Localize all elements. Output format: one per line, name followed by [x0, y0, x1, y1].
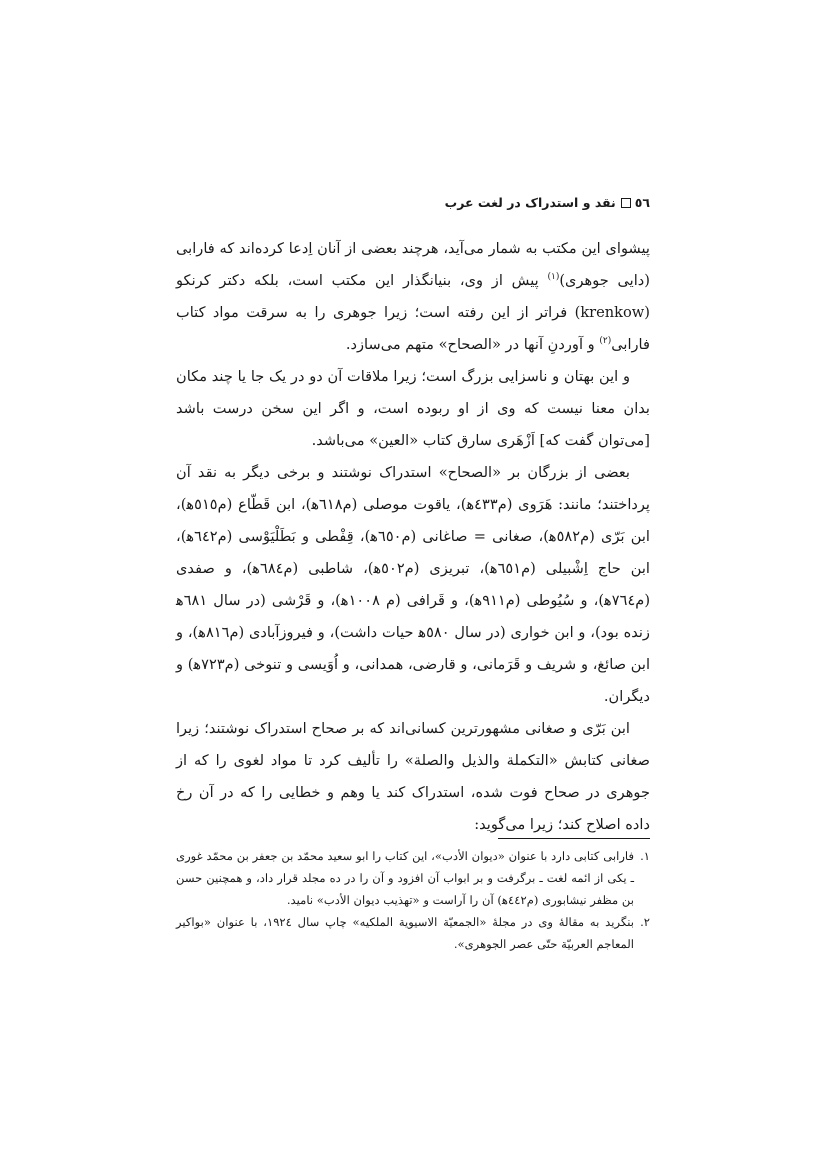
footnote-ref-1: (۱) [547, 272, 560, 283]
footnote-ref-2: (۲) [599, 336, 612, 347]
main-text [176, 233, 650, 841]
footnote-number: ۲. [640, 915, 650, 929]
square-bullet-icon [621, 198, 631, 208]
footnote-text: فارابی کتابی دارد با عنوان «دیوان الأدب»، این کتاب را ابو سعید محمّد بن جعفر بن محمّد غوری ـ یکی از ائمه لغت ـ برگرفت و بر ابواب آن افزود و آن را در ده مجلد قرار داد، و همچنین حسن بن مظفر نیشابوری (م٤٤٢ﻫ) آن را آراست و «تهذیب دیوان الأدب» نامید. [176, 849, 634, 907]
paragraph-1: پیشوای این مکتب به شمار می‌آید، هرچند بعضی از آنان اِدعا کرده‌اند که فارابی (دایی جوهری)$^{(۱)}$ پیش از وی، بنیانگذار این مکتب است، بلکه دکتر کرنکو (krenkow) فراتر از این رفته است؛ زیرا جوهری را به سرقت مواد کتاب فارابی$^{(۲)}$ و آوردنِ آنها در «الصحاح» متهم می‌سازد. [176, 240, 650, 353]
footnote-divider [498, 838, 650, 839]
footnote-1 [176, 845, 650, 911]
running-header [176, 194, 650, 212]
paragraph-4: ابن بَرّی و صغانی مشهورترین کسانی‌اند که بر صحاح استدراک نوشتند؛ زیرا صغانی کتابش «التکملة والذیل والصلة» را تألیف کرد تا مواد لغوی را که از جوهری در صحاح فوت شده، استدراک کند یا وهم و خطایی را که در آن رخ داده اصلاح کند؛ زیرا می‌گوید: [176, 720, 650, 833]
footnotes [176, 845, 650, 955]
paragraph-3: بعضی از بزرگان بر «الصحاح» استدراک نوشتند و برخی دیگر به نقد آن پرداختند؛ مانند: هَرَوی (م٤٣٣ﻫ)، یاقوت موصلی (م٦١٨ﻫ)، ابن قَطّاع (م٥١٥ﻫ)، ابن بَرّی (م٥٨٢ﻫ)، صغانی = صاغانی (م٦٥٠ﻫ)، قِفْطی و بَطَلْیَوْسی (م٦٤٢ﻫ)، ابن حاج اِشْبیلی (م٦٥١ﻫ)، تبریزی (م٥٠٢ﻫ)، شاطبی (م٦٨٤ﻫ)، و صفدی (م٧٦٤ﻫ)، و سُیُوطی (م٩١١ﻫ)، و قَرافی (م ١٠٠٨ﻫ)، و قَرْشی (در سال ٦٨١ﻫ زنده بود)، و ابن خواری (در سال ٥٨٠ﻫ حیات داشت)، و فیروزآبادی (م٨١٦ﻫ)، و ابن صائغ، و شریف و قَرَمانی، و قارضی، همدانی، و اُوَیسی و تنوخی (م٧٢٣ﻫ) و دیگران. [176, 464, 651, 705]
footnote-2 [176, 911, 650, 955]
page-number: ٥٦ [634, 195, 650, 210]
running-title: نقد و استدراک در لغت عرب [444, 195, 616, 210]
footnote-number: ۱. [640, 849, 650, 863]
paragraph-2: و این بهتان و ناسزایی بزرگ است؛ زیرا ملاقات آن دو در یک جا یا چند مکان بدان معنا نیست که وی از او ربوده است، و اگر این سخن درست باشد [می‌توان گفت که] اَزْهَری سارق کتاب «العین» می‌باشد. [176, 368, 650, 449]
footnote-text: بنگرید به مقالهٔ وی در مجلهٔ «الجمعیّة الاسیویة الملکیه» چاپ سال ١٩٢٤، با عنوان «بواکیر المعاجم العربیّة حتّی عصر الجوهری». [176, 915, 634, 951]
